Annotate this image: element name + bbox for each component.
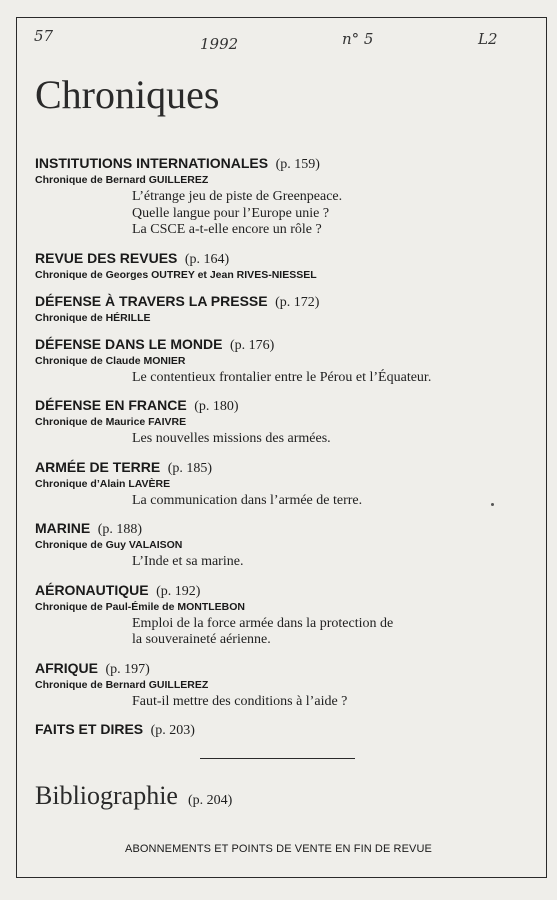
- section-heading: [35, 155, 530, 173]
- section-topics: [35, 370, 530, 387]
- chronicle-entry: [35, 397, 530, 448]
- section-topics: [35, 694, 530, 711]
- section-name: REVUE DES REVUES: [35, 249, 178, 266]
- bibliography-heading: [35, 780, 232, 812]
- section-page-ref: (p. 176): [229, 337, 275, 353]
- section-topics: [35, 554, 530, 571]
- section-page-ref: (p. 185): [167, 460, 213, 476]
- section-name: AÉRONAUTIQUE: [35, 581, 149, 598]
- section-heading: [35, 459, 530, 477]
- handwritten-note-left: 57: [34, 27, 54, 45]
- section-name: INSTITUTIONS INTERNATIONALES: [35, 155, 269, 171]
- section-topics: [35, 616, 530, 649]
- bibliography-title: Bibliographie: [35, 781, 178, 810]
- chronicle-entry: [35, 250, 530, 282]
- section-author: Chronique de Maurice FAIVRE: [35, 416, 187, 428]
- topic-line: L’Inde et sa marine.: [132, 554, 244, 569]
- section-name: ARMÉE DE TERRE: [35, 458, 161, 475]
- section-heading: [35, 520, 530, 538]
- page-title: Chroniques: [35, 72, 220, 117]
- section-name: DÉFENSE EN FRANCE: [35, 397, 187, 413]
- section-page-ref: (p. 203): [150, 723, 195, 738]
- section-author: Chronique de Bernard GUILLEREZ: [35, 174, 209, 186]
- handwritten-note-right: L2: [478, 30, 498, 48]
- handwritten-year: 1992: [200, 35, 239, 53]
- section-name: MARINE: [35, 520, 91, 536]
- chronicle-entry: [35, 155, 530, 239]
- section-page-ref: (p. 197): [105, 661, 150, 677]
- chronicle-entry: [35, 520, 530, 571]
- topic-line: Emploi de la force armée dans la protection de: [132, 615, 394, 631]
- section-topics: [35, 189, 530, 239]
- topic-line: L’étrange jeu de piste de Greenpeace.: [132, 189, 343, 204]
- separator-rule: [200, 758, 355, 759]
- topic-line: Les nouvelles missions des armées.: [132, 431, 331, 446]
- section-heading: [35, 293, 530, 311]
- topic-line: La CSCE a-t-elle encore un rôle ?: [132, 222, 322, 237]
- topic-line: Faut-il mettre des conditions à l’aide ?: [132, 693, 348, 709]
- chronicle-entry: [35, 459, 530, 510]
- section-name: FAITS ET DIRES: [35, 721, 144, 737]
- topic-line: La communication dans l’armée de terre.: [132, 492, 363, 508]
- section-author: Chronique de Guy VALAISON: [35, 539, 183, 551]
- section-name: AFRIQUE: [35, 659, 98, 676]
- section-page-ref: (p. 180): [194, 399, 239, 414]
- chronicle-entry: [35, 660, 530, 711]
- chronicle-entry: [35, 721, 530, 739]
- section-name: DÉFENSE À TRAVERS LA PRESSE: [35, 292, 268, 309]
- section-page-ref: (p. 172): [275, 294, 320, 310]
- section-author: Chronique de Claude MONIER: [35, 354, 186, 367]
- section-heading: [35, 660, 530, 678]
- topic-line: la souveraineté aérienne.: [132, 632, 271, 647]
- section-name: DÉFENSE DANS LE MONDE: [35, 335, 223, 352]
- section-page-ref: (p. 159): [275, 157, 320, 172]
- section-topics: [35, 431, 530, 448]
- section-page-ref: (p. 164): [184, 251, 230, 267]
- section-author: Chronique de Georges OUTREY et Jean RIVES-NIESSEL: [35, 268, 317, 281]
- chronicle-entry: [35, 293, 530, 325]
- print-speck: [491, 503, 494, 506]
- section-author: Chronique de Paul-Émile de MONTLEBON: [35, 600, 246, 613]
- chronicle-entry: [35, 336, 530, 387]
- bibliography-page-ref: (p. 204): [187, 793, 233, 808]
- section-author: Chronique de HÉRILLE: [35, 311, 151, 324]
- topic-line: Quelle langue pour l’Europe unie ?: [132, 205, 330, 221]
- chronicle-list: [35, 155, 530, 750]
- section-heading: [35, 397, 530, 415]
- topic-line: Le contentieux frontalier entre le Pérou et l’Équateur.: [132, 369, 432, 385]
- section-page-ref: (p. 188): [97, 522, 143, 537]
- handwritten-issue: n° 5: [342, 30, 374, 48]
- subscription-footer: ABONNEMENTS ET POINTS DE VENTE EN FIN DE REVUE: [125, 843, 432, 855]
- section-page-ref: (p. 192): [156, 583, 201, 599]
- section-heading: [35, 721, 530, 739]
- section-author: Chronique d’Alain LAVÈRE: [35, 477, 171, 490]
- section-author: Chronique de Bernard GUILLEREZ: [35, 678, 209, 691]
- chronicle-entry: [35, 582, 530, 649]
- section-heading: [35, 336, 530, 354]
- section-topics: [35, 493, 530, 510]
- section-heading: [35, 582, 530, 600]
- section-heading: [35, 250, 530, 268]
